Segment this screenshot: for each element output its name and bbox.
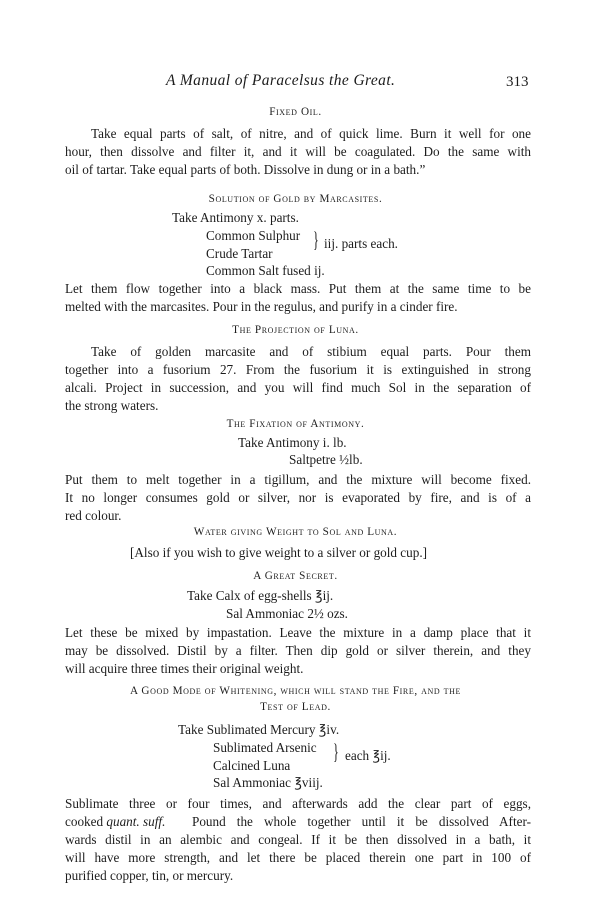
recipe-line: Saltpetre ½lb.	[289, 452, 363, 467]
section-heading-fixed-oil: Fixed Oil.	[269, 106, 322, 118]
grouping-brace: }	[313, 227, 319, 252]
paragraph-line: alcali. Project in succession, and you will find much Sol in the separation of	[65, 380, 531, 395]
recipe-line: Take Calx of egg-shells ℥ij.	[187, 588, 334, 603]
paragraph-line: the strong waters.	[65, 398, 159, 413]
paragraph-line: wards distil in an alembic and congeal. If it be then dissolved in a bath, it	[65, 832, 531, 847]
paragraph-line: Take equal parts of salt, of nitre, and of quick lime. Burn it well for one	[91, 126, 531, 141]
page-header	[0, 72, 591, 94]
recipe-line: Common Sulphur	[206, 228, 301, 243]
paragraph-line: together into a fusorium 27. From the fusorium it is extinguished in strong	[65, 362, 531, 377]
cooked-prefix: cooked	[65, 814, 104, 829]
section-heading-solution-of-gold: Solution of Gold by Marcasites.	[208, 193, 383, 205]
recipe-line: Take Antimony x. parts.	[172, 210, 299, 225]
recipe-quantity: iij. parts each.	[324, 236, 398, 251]
recipe-line: Take Sublimated Mercury ℥iv.	[178, 722, 340, 737]
section-heading-test-of-lead: Test of Lead.	[260, 701, 331, 713]
paragraph-line: Put them to melt together in a tigillum, and the mixture will become fixed.	[65, 472, 531, 487]
paragraph-line: red colour.	[65, 508, 122, 523]
section-heading-fixation-of-antimony: The Fixation of Antimony.	[226, 418, 365, 430]
recipe-line: Take Antimony i. lb.	[238, 435, 347, 450]
paragraph-line: Let these be mixed by impastation. Leave the mixture in a damp place that it	[65, 625, 531, 640]
paragraph-line: purified copper, tin, or mercury.	[65, 868, 234, 883]
recipe-line: Crude Tartar	[206, 246, 273, 261]
recipe-quantity: each ℥ij.	[345, 748, 391, 763]
grouping-brace: }	[333, 739, 339, 764]
paragraph-line: will have more strength, and let there be placed therein one part in 100 of	[65, 850, 531, 865]
paragraph-line: oil of tartar. Take equal parts of both. Dissolve in dung or in a bath.”	[65, 162, 426, 177]
recipe-line: Sublimated Arsenic	[213, 740, 317, 755]
paragraph-line-cooked	[65, 814, 165, 830]
paragraph-line: Sublimate three or four times, and afterwards add the clear part of eggs,	[65, 796, 531, 811]
section-heading-projection-of-luna: The Projection of Luna.	[232, 324, 359, 336]
recipe-line: Sal Ammoniac 2½ ozs.	[226, 606, 348, 621]
page-number: 313	[506, 74, 529, 90]
paragraph-line: Pound the whole together until it be dissolved After-	[192, 814, 531, 829]
recipe-line: Calcined Luna	[213, 758, 291, 773]
paragraph-line: Take of golden marcasite and of stibium equal parts. Pour them	[91, 344, 531, 359]
paragraph-line: Let them flow together into a black mass. Put them at the same time to be	[65, 281, 531, 296]
paragraph-line: It no longer consumes gold or silver, nor is evaporated by fire, and is of a	[65, 490, 531, 505]
section-heading-water-giving-weight: Water giving Weight to Sol and Luna.	[193, 526, 398, 538]
recipe-line: Common Salt fused ij.	[206, 263, 325, 278]
quant-suff-abbreviation: quant. suff.	[106, 814, 166, 829]
paragraph-line: melted with the marcasites. Pour in the regulus, and purify in a cinder fire.	[65, 299, 458, 314]
paragraph-line: hour, then dissolve and filter it, and it will be coagulated. Do the same with	[65, 144, 531, 159]
section-heading-great-secret: A Great Secret.	[253, 570, 338, 582]
running-title: A Manual of Paracelsus the Great.	[166, 72, 396, 89]
section-heading-good-mode-of-whitening: A Good Mode of Whitening, which will stand the Fire, and the	[129, 685, 462, 697]
recipe-line: Sal Ammoniac ℥viij.	[213, 775, 323, 790]
paragraph-line: will acquire three times their original weight.	[65, 661, 304, 676]
paragraph-line: may be dissolved. Distil by a filter. Then dip gold or silver therein, and they	[65, 643, 531, 658]
bracketed-note: [Also if you wish to give weight to a silver or gold cup.]	[130, 545, 428, 560]
